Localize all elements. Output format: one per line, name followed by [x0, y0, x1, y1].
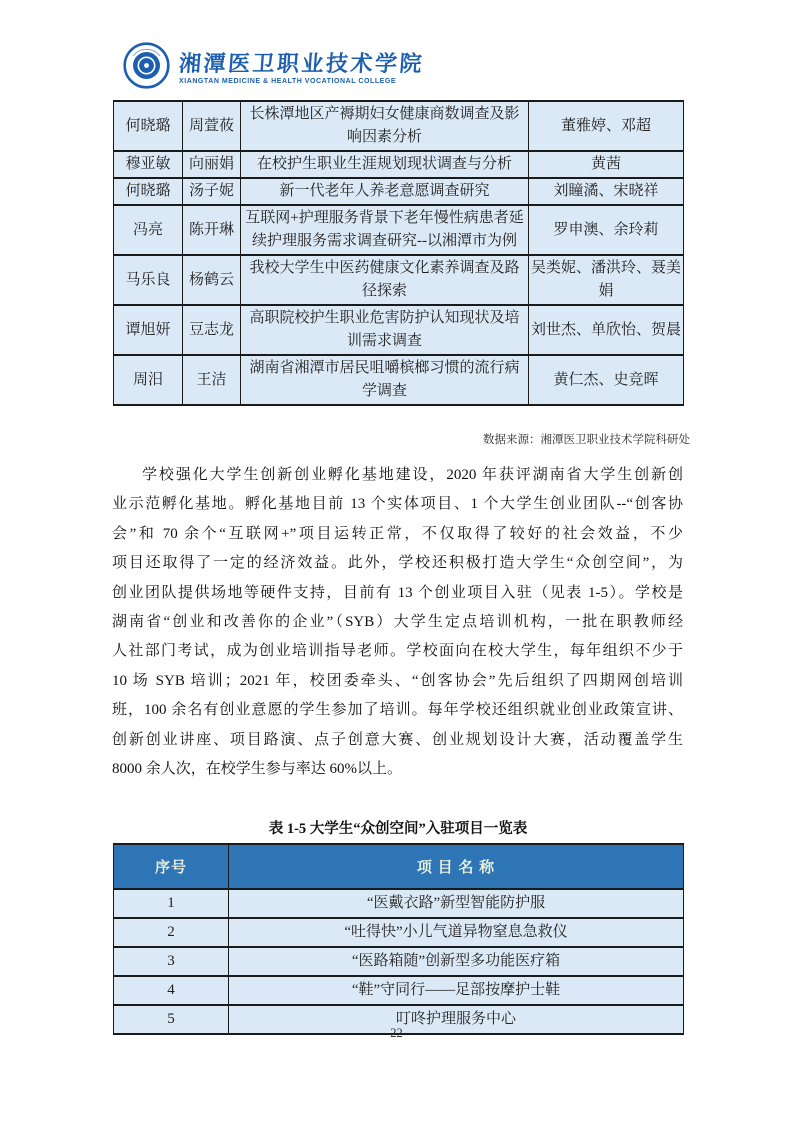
mentor-cell: 马乐良 [114, 255, 183, 305]
project-name-cell: “医戴衣路”新型智能防护服 [229, 889, 684, 918]
paragraph-line: 班，100 余名有创业意愿的学生参加了培训。每年学校还组织就业创业政策宣讲、 [112, 702, 683, 719]
paragraph-line: 人社部门考试，成为创业培训指导老师。学校面向在校大学生，每年组织不少于 [112, 643, 683, 660]
leader-cell: 豆志龙 [183, 305, 241, 355]
leader-cell: 向丽娟 [183, 151, 241, 178]
column-header-index: 序号 [114, 844, 229, 889]
project-name-cell: “医路箱随”创新型多功能医疗箱 [229, 947, 684, 976]
mentor-cell: 何晓璐 [114, 178, 183, 205]
project-title-cell: 长株潭地区产褥期妇女健康商数调查及影响因素分析 [241, 101, 529, 151]
paragraph-line: 10 场 SYB 培训；2021 年，校团委牵头、“创客协会”先后组织了四期网创培训 [112, 672, 683, 689]
table-row [114, 178, 684, 205]
incubator-projects-table-body [114, 889, 684, 1034]
project-title-cell: 我校大学生中医药健康文化素养调查及路径探索 [241, 255, 529, 305]
project-name-cell: 叮咚护理服务中心 [229, 1005, 684, 1034]
project-name-cell: “吐得快”小儿气道异物窒息急救仪 [229, 918, 684, 947]
paragraph-line: 会”和 70 余个“互联网+”项目运转正常，不仅取得了较好的社会效益，不少 [112, 525, 683, 542]
paragraph-line: 8000 余人次，在校学生参与率达 60%以上。 [112, 761, 402, 778]
mentor-cell: 谭旭妍 [114, 305, 183, 355]
project-title-cell: 在校护生职业生涯规划现状调查与分析 [241, 151, 529, 178]
paragraph-line: 湖南省“创业和改善你的企业”（SYB）大学生定点培训机构，一批在职教师经 [112, 614, 683, 631]
table-row [114, 255, 684, 305]
table-row [114, 151, 684, 178]
mentor-cell: 穆亚敏 [114, 151, 183, 178]
members-cell: 黄仁杰、史竞晖 [529, 355, 684, 405]
members-cell: 罗申澳、余玲莉 [529, 205, 684, 255]
paragraph-line: 创新创业讲座、项目路演、点子创意大赛、创业规划设计大赛，活动覆盖学生 [112, 731, 683, 748]
leader-cell: 周萱莜 [183, 101, 241, 151]
project-title-cell: 高职院校护生职业危害防护认知现状及培训需求调查 [241, 305, 529, 355]
members-cell: 刘世杰、单欣怡、贺晨 [529, 305, 684, 355]
research-projects-table [113, 100, 684, 406]
incubator-projects-table [113, 843, 684, 1035]
page-number: 22 [390, 1026, 403, 1040]
table-row [114, 976, 684, 1005]
row-number-cell: 1 [114, 889, 229, 918]
table-row [114, 918, 684, 947]
row-number-cell: 5 [114, 1005, 229, 1034]
row-number-cell: 3 [114, 947, 229, 976]
college-emblem-icon [123, 42, 170, 94]
paragraph-line: 创业团队提供场地等硬件支持，目前有 13 个创业项目入驻（见表 1-5）。学校是 [112, 584, 683, 601]
body-paragraph [112, 461, 683, 784]
leader-cell: 汤子妮 [183, 178, 241, 205]
table-row [114, 205, 684, 255]
project-title-cell: 湖南省湘潭市居民咀嚼槟榔习惯的流行病学调查 [241, 355, 529, 405]
project-title-cell: 互联网+护理服务背景下老年慢性病患者延续护理服务需求调查研究--以湘潭市为例 [241, 205, 529, 255]
project-name-cell: “鞋”守同行——足部按摩护士鞋 [229, 976, 684, 1005]
table-row [114, 947, 684, 976]
members-cell: 董雅婷、邓超 [529, 101, 684, 151]
page-header [123, 42, 424, 94]
table-row [114, 355, 684, 405]
college-name-cn: 湘潭医卫职业技术学院 [178, 50, 425, 76]
members-cell: 刘瞳潏、宋晓祥 [529, 178, 684, 205]
row-number-cell: 4 [114, 976, 229, 1005]
members-cell: 吴类妮、潘洪玲、聂美娟 [529, 255, 684, 305]
table-caption: 表 1-5 大学生“众创空间”入驻项目一览表 [268, 821, 528, 837]
leader-cell: 王洁 [183, 355, 241, 405]
table-row [114, 889, 684, 918]
project-title-cell: 新一代老年人养老意愿调查研究 [241, 178, 529, 205]
table-row [114, 305, 684, 355]
paragraph-line: 学校强化大学生创新创业孵化基地建设，2020 年获评湖南省大学生创新创 [142, 467, 683, 483]
mentor-cell: 何晓璐 [114, 101, 183, 151]
members-cell: 黄茜 [529, 151, 684, 178]
table-row [114, 101, 684, 151]
mentor-cell: 周汨 [114, 355, 183, 405]
college-name-en: XIANGTAN MEDICINE & HEALTH VOCATIONAL COLLEGE [179, 77, 397, 85]
college-name-block [179, 52, 424, 85]
column-header-project-name: 项 目 名 称 [229, 844, 684, 889]
paragraph-line: 项目还取得了一定的经济效益。此外，学校还积极打造大学生“众创空间”，为 [112, 555, 683, 572]
mentor-cell: 冯亮 [114, 205, 183, 255]
table-header-row [114, 844, 684, 889]
paragraph-line: 业示范孵化基地。孵化基地目前 13 个实体项目、1 个大学生创业团队--“创客协 [112, 496, 683, 513]
row-number-cell: 2 [114, 918, 229, 947]
leader-cell: 陈开琳 [183, 205, 241, 255]
research-projects-table-body [114, 101, 684, 405]
leader-cell: 杨鹤云 [183, 255, 241, 305]
data-source-note: 数据来源：湘潭医卫职业技术学院科研处 [483, 434, 690, 446]
